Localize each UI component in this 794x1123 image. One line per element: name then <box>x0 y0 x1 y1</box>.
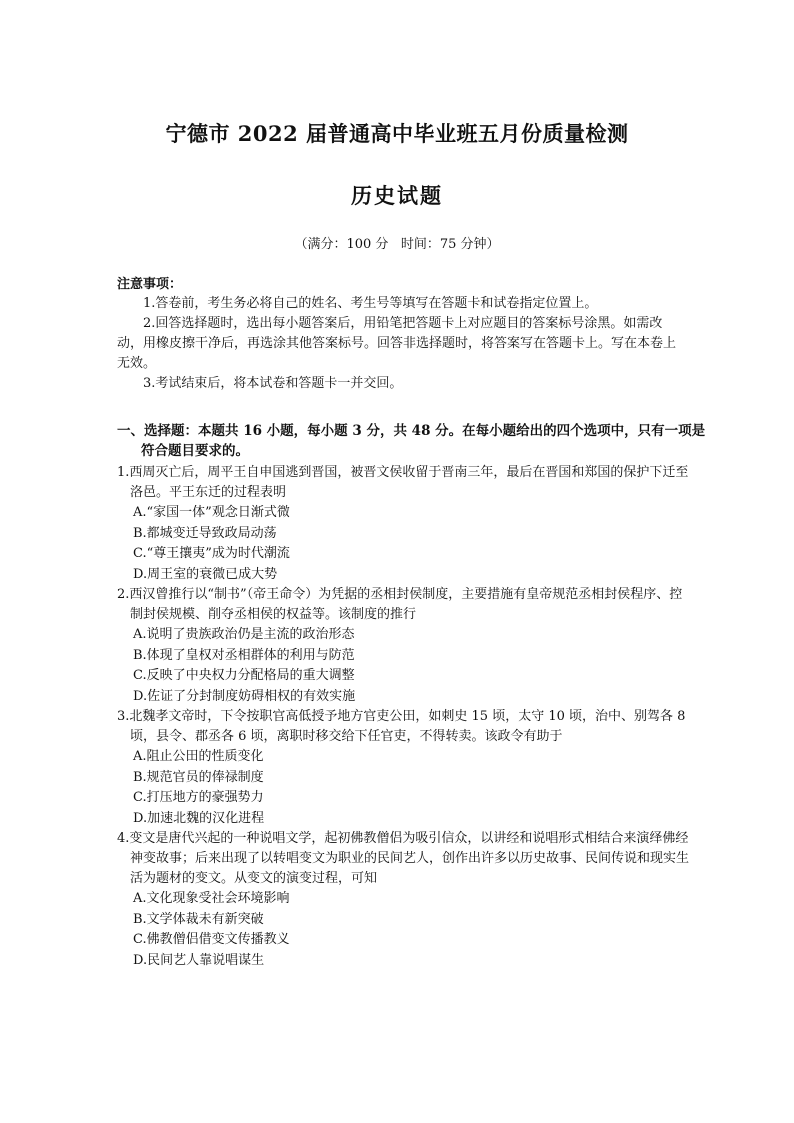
question-4 <box>117 829 689 971</box>
option-a: A.文化现象受社会环境影响 <box>133 891 290 906</box>
question-stem: 1.西周灭亡后，周平王自申国逃到晋国，被晋文侯收留于晋南三年，最后在晋国和郑国的保护下迁至洛邑。平王东迁的过程表明 <box>117 465 689 500</box>
question-2 <box>117 585 689 707</box>
question-stem: 2.西汉曾推行以“制书”（帝王命令）为凭据的丞相封侯制度，主要措施有皇帝规范丞相封侯程序、控制封侯规模、削夺丞相侯的权益等。该制度的推行 <box>117 587 683 622</box>
question-stem: 3.北魏孝文帝时，下令按职官高低授予地方官吏公田，如刺史 15 顷，太守 10 顷，治中、别驾各 8 顷，县令、郡丞各 6 顷，离职时移交给下任官吏，不得转卖。该政令有助于 <box>117 709 686 744</box>
exam-title: 宁德市 2022 届普通高中毕业班五月份质量检测 <box>165 121 629 146</box>
option-c: C.佛教僧侣借变文传播教义 <box>133 932 290 947</box>
option-b: B.文学体裁未有新突破 <box>133 911 264 927</box>
question-3 <box>117 707 689 829</box>
notes-item: 3.考试结束后，将本试卷和答题卡一并交回。 <box>143 376 403 391</box>
question-1 <box>117 463 689 585</box>
option-c: C.反映了中央权力分配格局的重大调整 <box>133 668 355 683</box>
notes-item: 2.回答选择题时，选出每小题答案后，用铅笔把答题卡上对应题目的答案标号涂黑。如需改动，用橡皮擦干净后，再选涂其他答案标号。回答非选择题时，将答案写在答题卡上。写在本卷上无效。 <box>117 316 677 371</box>
notes-section <box>117 275 687 394</box>
notes-item: 1.答卷前，考生务必将自己的姓名、考生号等填写在答题卡和试卷指定位置上。 <box>143 296 598 311</box>
option-c: C.打压地方的豪强势力 <box>133 790 264 805</box>
exam-subject: 历史试题 <box>351 183 443 208</box>
question-stem: 4.变文是唐代兴起的一种说唱文学，起初佛教僧侣为吸引信众，以讲经和说唱形式相结合来演绎佛经神变故事；后来出现了以转唱变文为职业的民间艺人，创作出许多以历史故事、民间传说和现实生活为题材的变文。从变文的演变过程，可知 <box>117 831 690 886</box>
option-d: D.周王室的衰微已成大势 <box>133 566 278 582</box>
option-b: B.都城变迁导致政局动荡 <box>133 525 277 541</box>
option-d: D.民间艺人靠说唱谋生 <box>133 952 265 968</box>
option-b: B.规范官员的俸禄制度 <box>133 769 264 785</box>
option-a: A.说明了贵族政治仍是主流的政治形态 <box>133 627 355 642</box>
section-heading: 一、选择题：本题共 16 小题，每小题 3 分，共 48 分。在每小题给出的四个选项中，只有一项是符合题目要求的。 <box>117 423 706 459</box>
option-a: A.阻止公田的性质变化 <box>133 749 264 764</box>
option-b: B.体现了皇权对丞相群体的利用与防范 <box>133 647 355 663</box>
question-list <box>117 463 689 971</box>
option-d: D.加速北魏的汉化进程 <box>133 810 265 826</box>
option-d: D.佐证了分封制度妨碍相权的有效实施 <box>133 688 356 704</box>
exam-score-time-info: （满分：100 分 时间：75 分钟） <box>294 237 500 252</box>
option-c: C.“尊王攘夷”成为时代潮流 <box>133 546 290 561</box>
option-a: A.“家国一体”观念日渐式微 <box>133 505 290 520</box>
notes-heading: 注意事项： <box>117 277 183 292</box>
